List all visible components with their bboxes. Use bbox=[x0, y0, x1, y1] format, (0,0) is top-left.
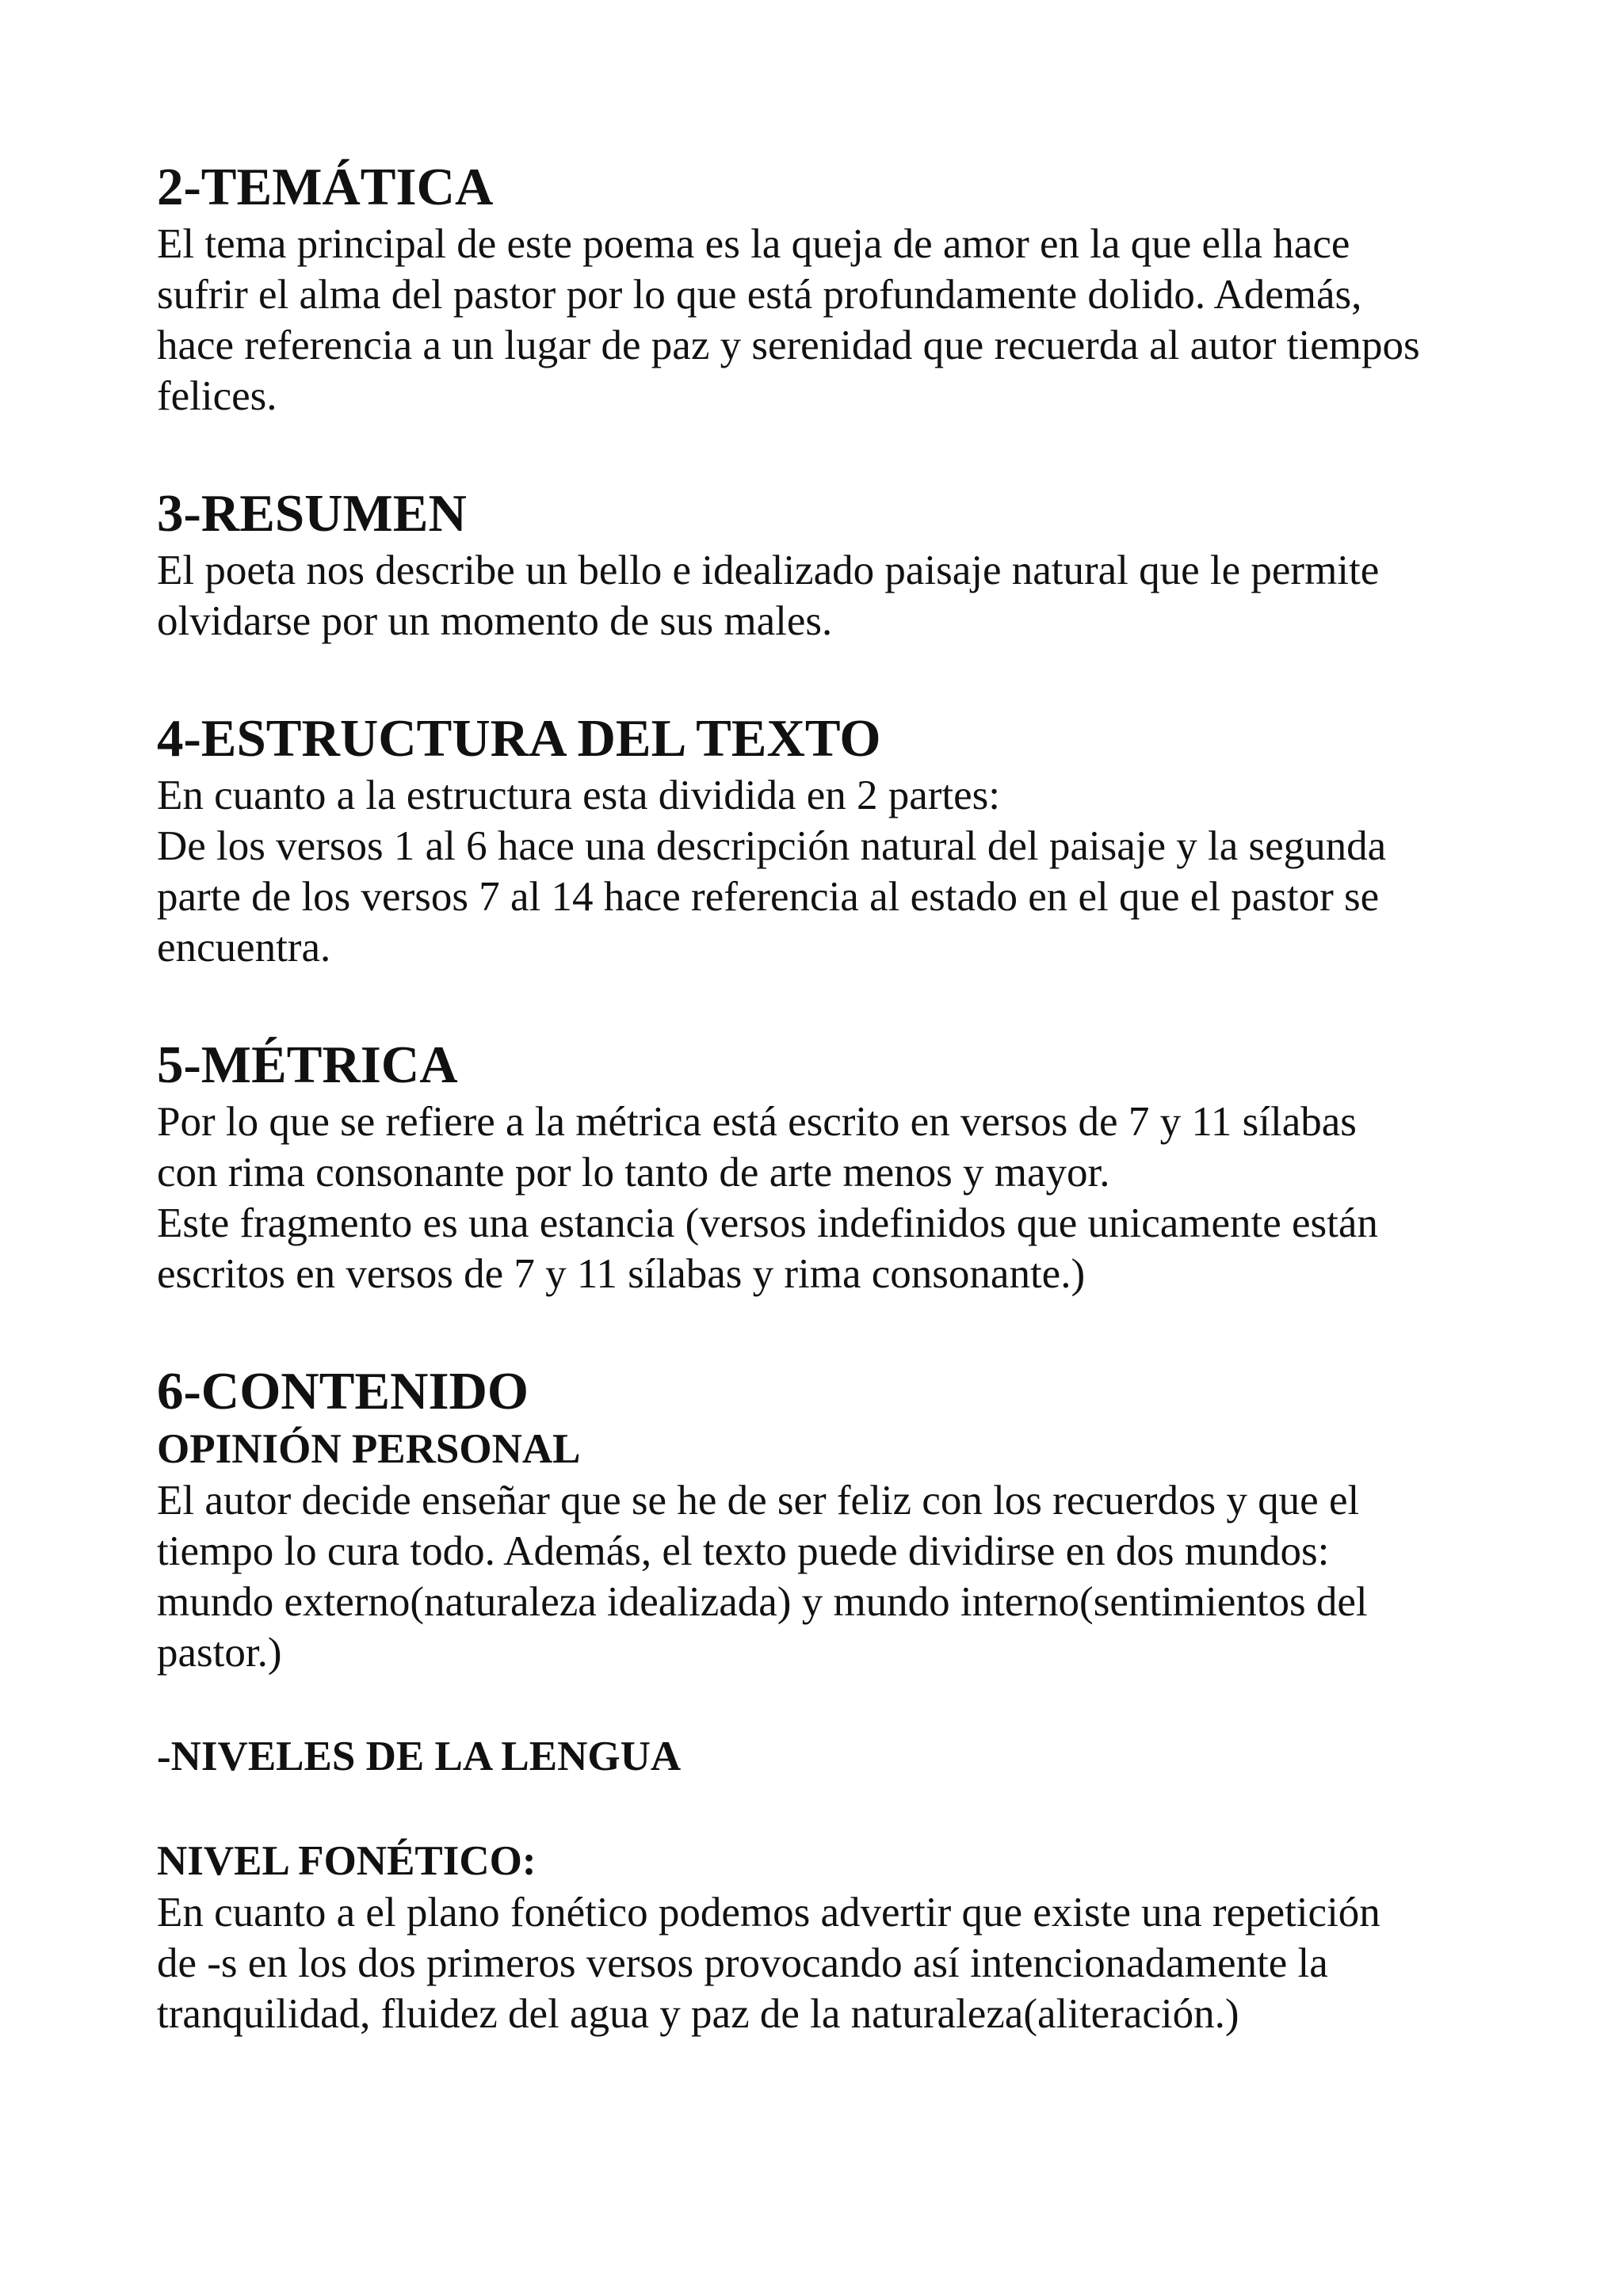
paragraph-line: El poeta nos describe un bello e idealizado paisaje natural que le permite bbox=[157, 547, 1380, 593]
paragraph-line: El autor decide enseñar que se he de ser feliz con los recuerdos y que el bbox=[157, 1478, 1360, 1524]
paragraph-line: parte de los versos 7 al 14 hace referencia al estado en el que el pastor se bbox=[157, 874, 1380, 920]
paragraph-line: con rima consonante por lo tanto de arte menos y mayor. bbox=[157, 1150, 1110, 1196]
paragraph-line: Este fragmento es una estancia (versos indefinidos que unicamente están bbox=[157, 1200, 1378, 1246]
section-title-resumen: 3-RESUMEN bbox=[157, 484, 467, 543]
document-page bbox=[157, 155, 1504, 2039]
subtitle-nivel-fonetico: NIVEL FONÉTICO: bbox=[157, 1838, 537, 1884]
paragraph-line: El tema principal de este poema es la queja de amor en la que ella hace bbox=[157, 221, 1350, 267]
subtitle-opinion-personal: OPINIÓN PERSONAL bbox=[157, 1426, 581, 1472]
section-title-metrica: 5-MÉTRICA bbox=[157, 1035, 458, 1094]
paragraph-line: felices. bbox=[157, 373, 277, 419]
paragraph-line: sufrir el alma del pastor por lo que está profundamente dolido. Además, bbox=[157, 272, 1362, 318]
paragraph-line: olvidarse por un momento de sus males. bbox=[157, 598, 833, 644]
paragraph-line: tiempo lo cura todo. Además, el texto puede dividirse en dos mundos: bbox=[157, 1528, 1330, 1574]
paragraph-line: De los versos 1 al 6 hace una descripción natural del paisaje y la segunda bbox=[157, 823, 1387, 869]
section-title-contenido: 6-CONTENIDO bbox=[157, 1362, 529, 1421]
section-title-estructura: 4-ESTRUCTURA DEL TEXTO bbox=[157, 709, 881, 768]
subtitle-niveles-lengua: -NIVELES DE LA LENGUA bbox=[157, 1733, 682, 1779]
paragraph-line: escritos en versos de 7 y 11 sílabas y rima consonante.) bbox=[157, 1251, 1086, 1297]
paragraph-line: encuentra. bbox=[157, 925, 331, 971]
paragraph-line: pastor.) bbox=[157, 1630, 282, 1676]
section-title-tematica: 2-TEMÁTICA bbox=[157, 158, 494, 216]
paragraph-line: hace referencia a un lugar de paz y serenidad que recuerda al autor tiempos bbox=[157, 322, 1420, 368]
paragraph-line: Por lo que se refiere a la métrica está escrito en versos de 7 y 11 sílabas bbox=[157, 1099, 1357, 1145]
paragraph-line: En cuanto a el plano fonético podemos advertir que existe una repetición bbox=[157, 1890, 1381, 1936]
paragraph-line: tranquilidad, fluidez del agua y paz de la naturaleza(aliteración.) bbox=[157, 1991, 1239, 2037]
paragraph-line: mundo externo(naturaleza idealizada) y mundo interno(sentimientos del bbox=[157, 1579, 1368, 1625]
paragraph-line: En cuanto a la estructura esta dividida en 2 partes: bbox=[157, 772, 1001, 818]
paragraph-line: de -s en los dos primeros versos provocando así intencionadamente la bbox=[157, 1940, 1328, 1986]
